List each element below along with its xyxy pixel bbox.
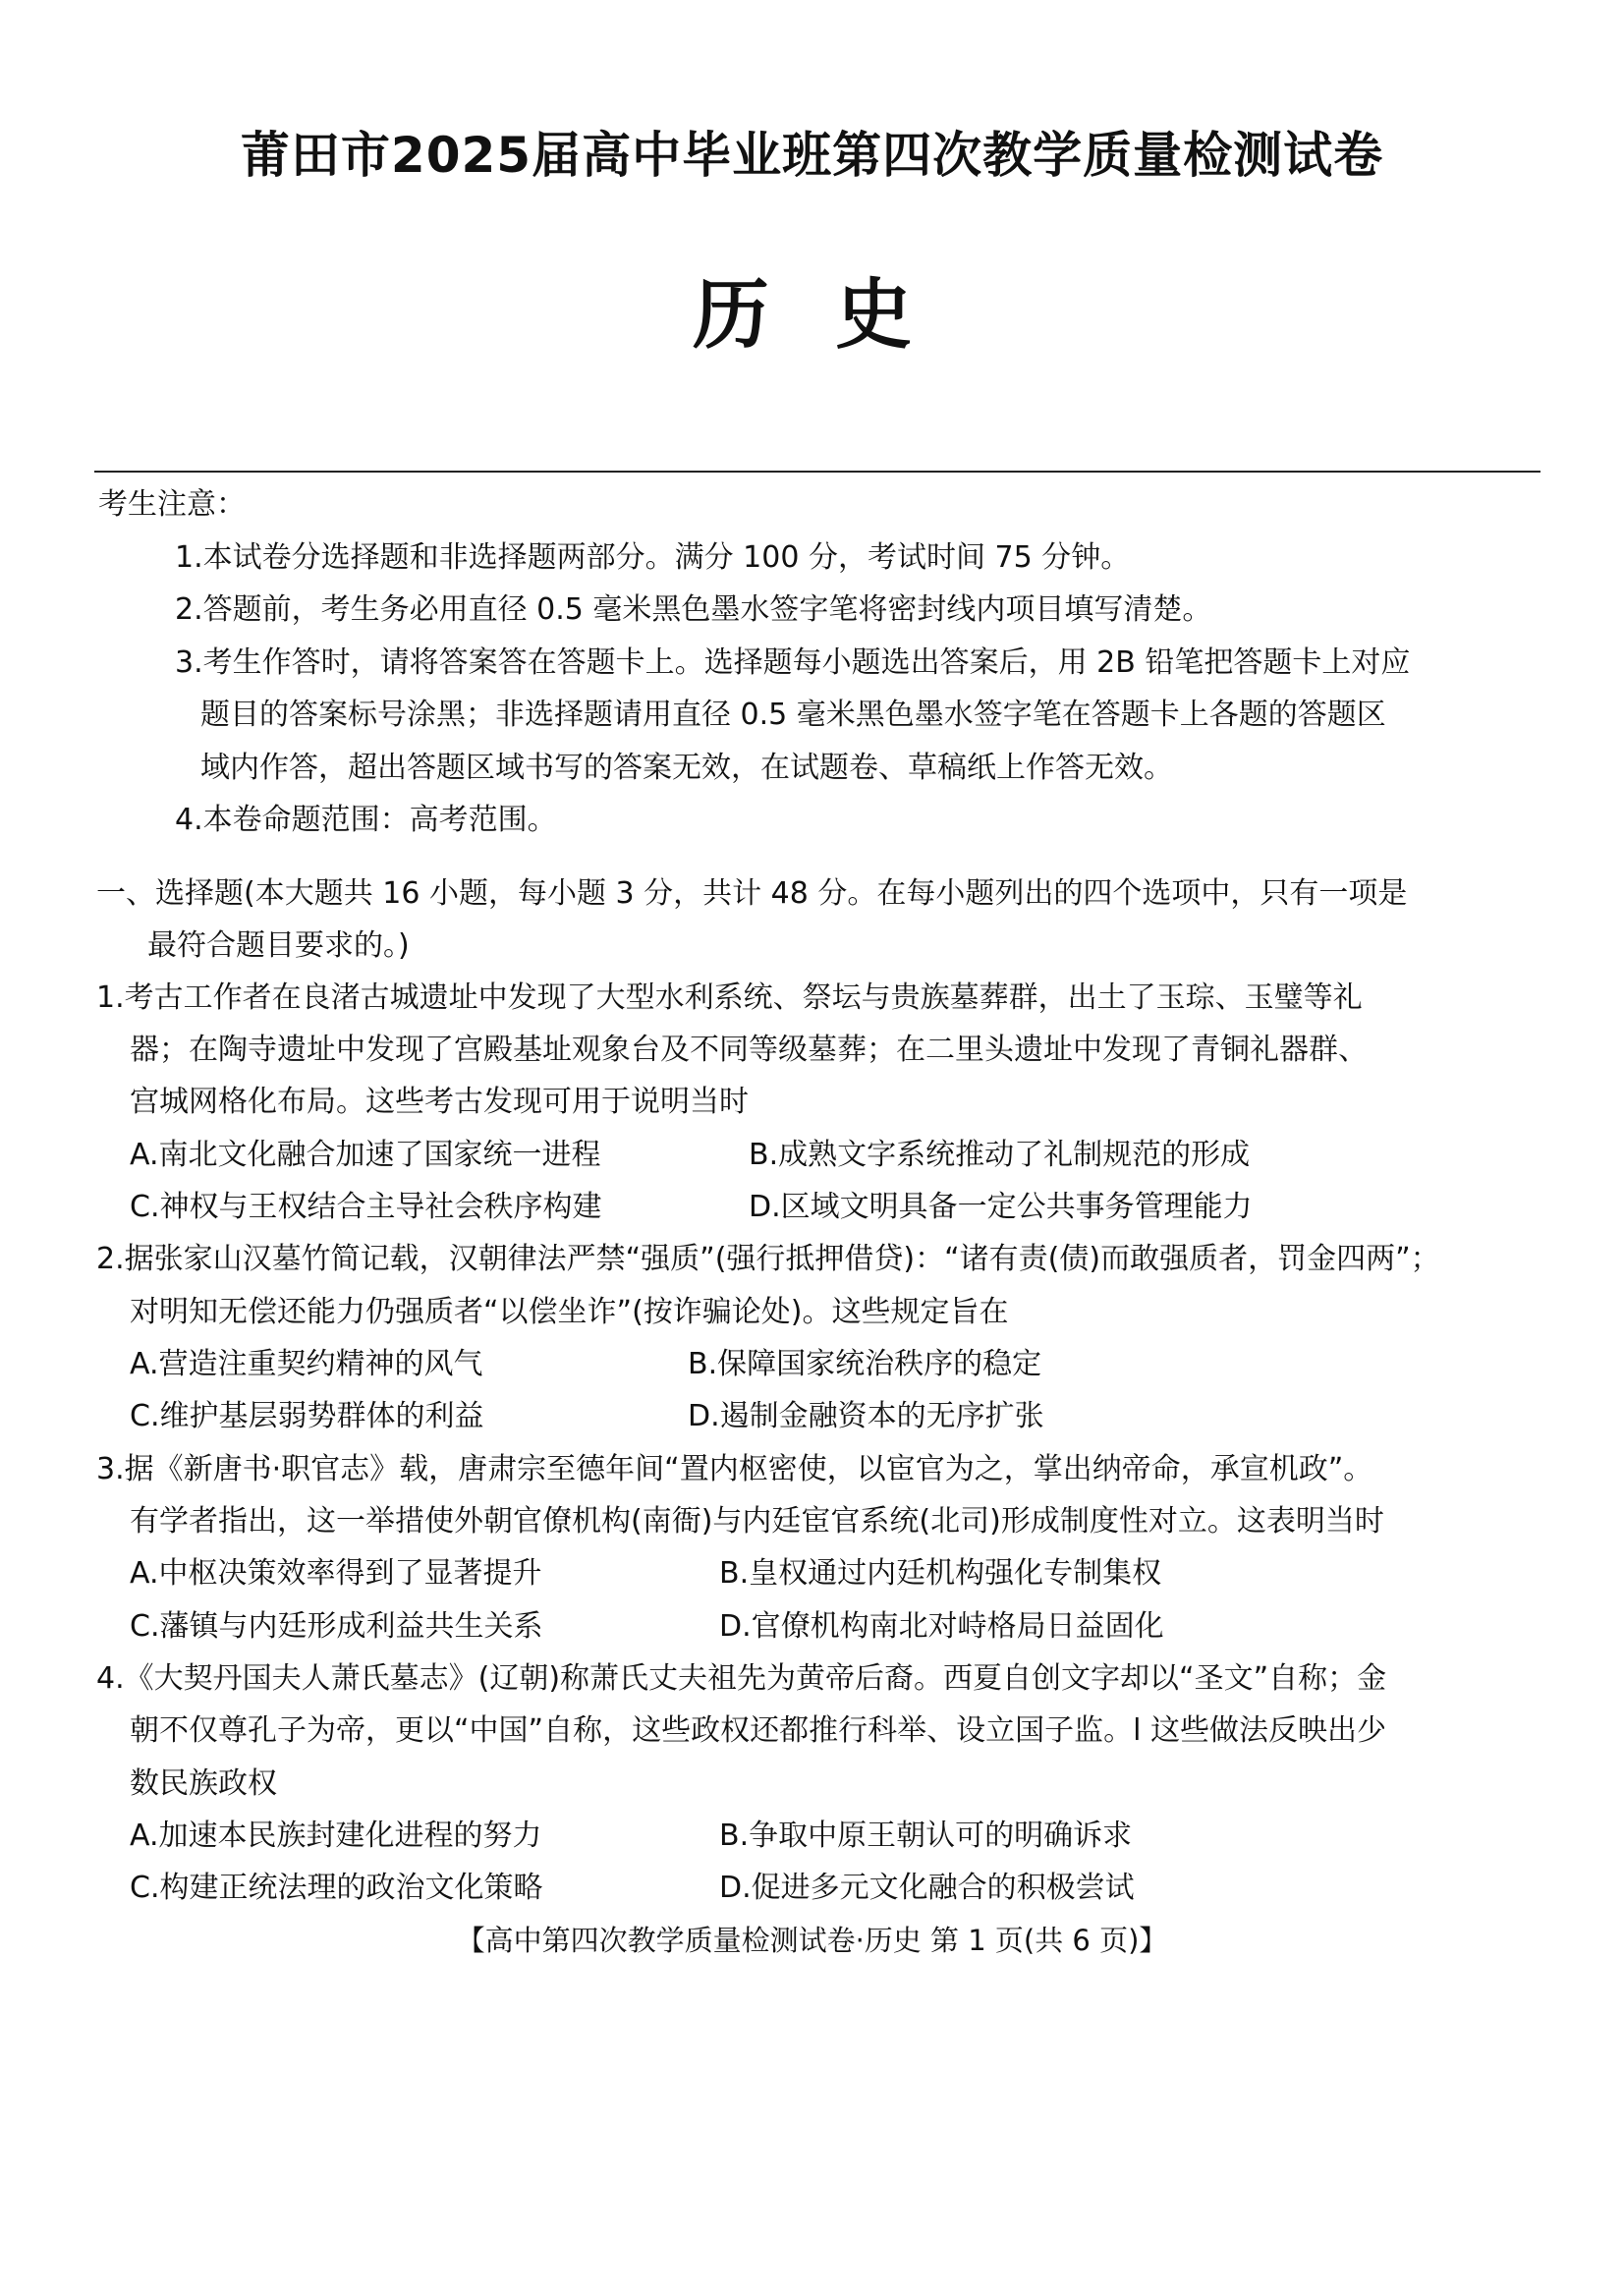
notice-item: 1.本试卷分选择题和非选择题两部分。满分 100 分，考试时间 75 分钟。 — [175, 540, 1131, 575]
question-4-option-b: B.争取中原王朝认可的明确诉求 — [719, 1819, 1133, 1853]
question-1-stem: 器；在陶寺遗址中发现了宫殿基址观象台及不同等级墓葬；在二里头遗址中发现了青铜礼器群、 — [130, 1033, 1368, 1067]
notice-item: 3.考生作答时，请将答案答在答题卡上。选择题每小题选出答案后，用 2B 铅笔把答题卡上对应 — [175, 645, 1411, 680]
question-4-option-c: C.构建正统法理的政治文化策略 — [130, 1871, 543, 1905]
question-3-option-a: A.中枢决策效率得到了显著提升 — [130, 1556, 542, 1591]
question-2-option-b: B.保障国家统治秩序的稳定 — [688, 1347, 1042, 1381]
notice-item: 2.答题前，考生务必用直径 0.5 毫米黑色墨水签字笔将密封线内项目填写清楚。 — [175, 592, 1212, 627]
page-footer: 【高中第四次教学质量检测试卷·历史 第 1 页(共 6 页)】 — [456, 1924, 1168, 1957]
notice-item-continued: 题目的答案标号涂黑；非选择题请用直径 0.5 毫米黑色墨水签字笔在答题卡上各题的答题区 — [200, 698, 1386, 732]
notice-item: 4.本卷命题范围：高考范围。 — [175, 803, 557, 837]
question-4-stem: 朝不仅尊孔子为帝，更以“中国”自称，这些政权还都推行科举、设立国子监。l 这些做法反映出少 — [130, 1713, 1386, 1748]
question-1-option-c: C.神权与王权结合主导社会秩序构建 — [130, 1190, 602, 1224]
question-2-option-a: A.营造注重契约精神的风气 — [130, 1347, 483, 1381]
question-3-stem: 3.据《新唐书·职官志》载，唐肃宗至德年间“置内枢密使，以宦官为之，掌出纳帝命，承宣机政”。 — [96, 1452, 1373, 1486]
exam-title: 莆田市2025届高中毕业班第四次教学质量检测试卷 — [240, 127, 1384, 184]
question-4-stem: 数民族政权 — [130, 1766, 277, 1801]
question-1-stem: 宫城网格化布局。这些考古发现可用于说明当时 — [130, 1085, 749, 1119]
question-1-option-d: D.区域文明具备一定公共事务管理能力 — [749, 1190, 1253, 1224]
notice-item-continued: 域内作答，超出答题区域书写的答案无效，在试题卷、草稿纸上作答无效。 — [200, 751, 1173, 785]
question-3-option-b: B.皇权通过内廷机构强化专制集权 — [719, 1556, 1162, 1591]
question-1-option-b: B.成熟文字系统推动了礼制规范的形成 — [749, 1138, 1251, 1172]
question-1-stem: 1.考古工作者在良渚古城遗址中发现了大型水利系统、祭坛与贵族墓葬群，出土了玉琮、玉璧等礼 — [96, 980, 1363, 1015]
subject-title: 历 史 — [692, 271, 932, 360]
header-divider — [94, 471, 1540, 473]
question-3-option-c: C.藩镇与内廷形成利益共生关系 — [130, 1609, 543, 1644]
question-1-option-a: A.南北文化融合加速了国家统一进程 — [130, 1138, 601, 1172]
question-4-option-a: A.加速本民族封建化进程的努力 — [130, 1819, 542, 1853]
question-4-option-d: D.促进多元文化融合的积极尝试 — [719, 1871, 1135, 1905]
notice-heading: 考生注意： — [98, 487, 246, 522]
section-heading: 一、选择题(本大题共 16 小题，每小题 3 分，共计 48 分。在每小题列出的四个选项中，只有一项是 — [96, 876, 1408, 911]
question-3-stem: 有学者指出，这一举措使外朝官僚机构(南衙)与内廷宦官系统(北司)形成制度性对立。这表明当时 — [130, 1504, 1384, 1539]
question-4-stem: 4.《大契丹国夫人萧氏墓志》(辽朝)称萧氏丈夫祖先为黄帝后裔。西夏自创文字却以“圣文”自称；金 — [96, 1661, 1387, 1696]
question-3-option-d: D.官僚机构南北对峙格局日益固化 — [719, 1609, 1164, 1644]
section-heading-continued: 最符合题目要求的。) — [147, 928, 410, 963]
question-2-option-c: C.维护基层弱势群体的利益 — [130, 1399, 484, 1433]
question-2-stem: 对明知无偿还能力仍强质者“以偿坐诈”(按诈骗论处)。这些规定旨在 — [130, 1295, 1009, 1329]
question-2-stem: 2.据张家山汉墓竹简记载，汉朝律法严禁“强质”(强行抵押借贷)：“诸有责(债)而敢强质者，罚金四两”； — [96, 1242, 1440, 1276]
question-2-option-d: D.遏制金融资本的无序扩张 — [688, 1399, 1044, 1433]
